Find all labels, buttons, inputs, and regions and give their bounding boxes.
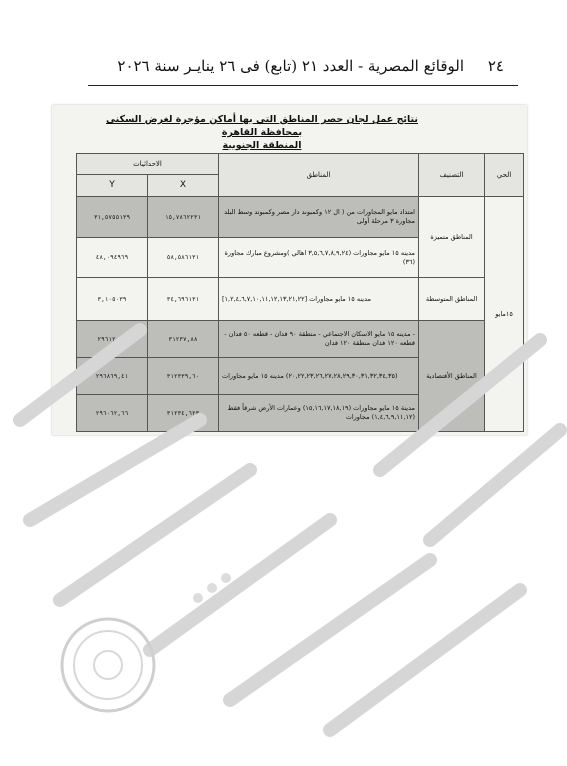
table-row-y: ٢٩٦٨٦٩,٤١ <box>76 357 148 395</box>
watermark-dot <box>207 583 217 593</box>
watermark-stroke <box>230 560 430 700</box>
col-header-x: X <box>147 174 219 197</box>
table-row-x: ٥٨,٥٨٦١٣١ <box>147 237 219 278</box>
table-title-line2: المنطقة الجنوبية <box>222 140 302 151</box>
table-row-y: ٢٩٦١٢٠٤٢ <box>76 320 148 358</box>
watermark-stroke <box>30 420 200 520</box>
page-number: ٢٤ <box>487 57 504 75</box>
table-row-y: ٤٨,٠٩٤٩٦٩ <box>76 237 148 278</box>
table-title <box>92 113 432 152</box>
table-row-x: ٣١٢٣٧,٨٨ <box>147 320 219 358</box>
col-header-coordinates: الاحداثيات <box>76 153 219 175</box>
col-header-regions: المناطق <box>218 153 419 197</box>
watermark-stroke <box>150 520 330 650</box>
watermark-dot <box>221 573 231 583</box>
table-row-region: (٢٠,٢٢,٢٣,٢٦,٢٧,٢٨,٢٩,٣٠,٣١,٣٢,٣٤,٣٥) مدينه ١٥ مايو مجاورات <box>218 357 419 395</box>
table-row-region: - مدينه ١٥ مايو الاسكان الاجتماعي - منطقة ٩٠ فدان - قطعه ٥٠ فدان - قطعه ١٢٠ فدان منطقة ١٢٠ فدان <box>218 320 419 358</box>
scanned-table-image <box>52 105 527 435</box>
table-row-region: مدينه ١٥ مايو مجاورات (٣,٥,٦,٧,٨,٩,٢٤ اهالي )ومشروع مبارك مجاورة (٣٦) <box>218 237 419 278</box>
header-rule <box>88 85 518 86</box>
col-header-district: الحي <box>484 153 524 197</box>
class-distinguished: المناطق متميزة <box>418 196 485 278</box>
table-row-y: ٣,١٠٥٠٣٩ <box>76 277 148 321</box>
table-row-y: ٣١,٥٧٥٥١٣٩ <box>76 196 148 238</box>
district-cell: ١٥مايو <box>484 196 524 432</box>
table-row-y: ٢٩٦٠٦٢,٦٦ <box>76 394 148 432</box>
table-row-x: ٣٤,٦٩٦١٣١ <box>147 277 219 321</box>
col-header-y: Y <box>76 174 148 197</box>
running-header <box>88 55 504 77</box>
table-row-x: ٣١٢٣٤,٦٢٣ <box>147 394 219 432</box>
table-row-region: امتداد مايو المجاورات من ( ال ١٢ وكمبوند دار مصر وكمبوند وسط البلد مجاورة ٣ مرحلة أولى <box>218 196 419 238</box>
table-row-x: ٣١٢٣٣٩,٦٠ <box>147 357 219 395</box>
class-economic: المناطق الأقتصادية <box>418 320 485 432</box>
class-medium: المناطق المتوسطة <box>418 277 485 321</box>
seal-stamp-icon <box>62 619 154 711</box>
watermark-stroke <box>60 470 250 600</box>
table-row-x: ١٥,٧٨٦٢٢٣١ <box>147 196 219 238</box>
table-row-region: مدينه ١٥ مايو مجاورات [١,٢,٤,٦,٧,١٠,١١,١٢,١٣,٢١,٢٢] <box>218 277 419 321</box>
watermark-stroke <box>430 430 560 540</box>
col-header-classification: التصنيف <box>418 153 485 197</box>
watermark-dot <box>193 593 203 603</box>
table-row-region: مدينة ١٥ مايو مجاورات (١٥,١٦,١٧,١٨,١٩) وعمارات الأرض شرقاً فقط (١,٤,٦,٩,١١,١٢) مجاورات <box>218 394 419 432</box>
regions-table <box>76 153 524 431</box>
gazette-title: الوقائع المصرية - العدد ٢١ (تابع) فى ٢٦ ينايـر سنة ٢٠٢٦ <box>117 57 464 75</box>
table-title-line1: نتائج عمل لجان حصر المناطق التي بها أماكن مؤجرة لغرض السكنى بمحافظة القاهرة <box>105 114 418 138</box>
watermark-stroke <box>330 590 520 730</box>
